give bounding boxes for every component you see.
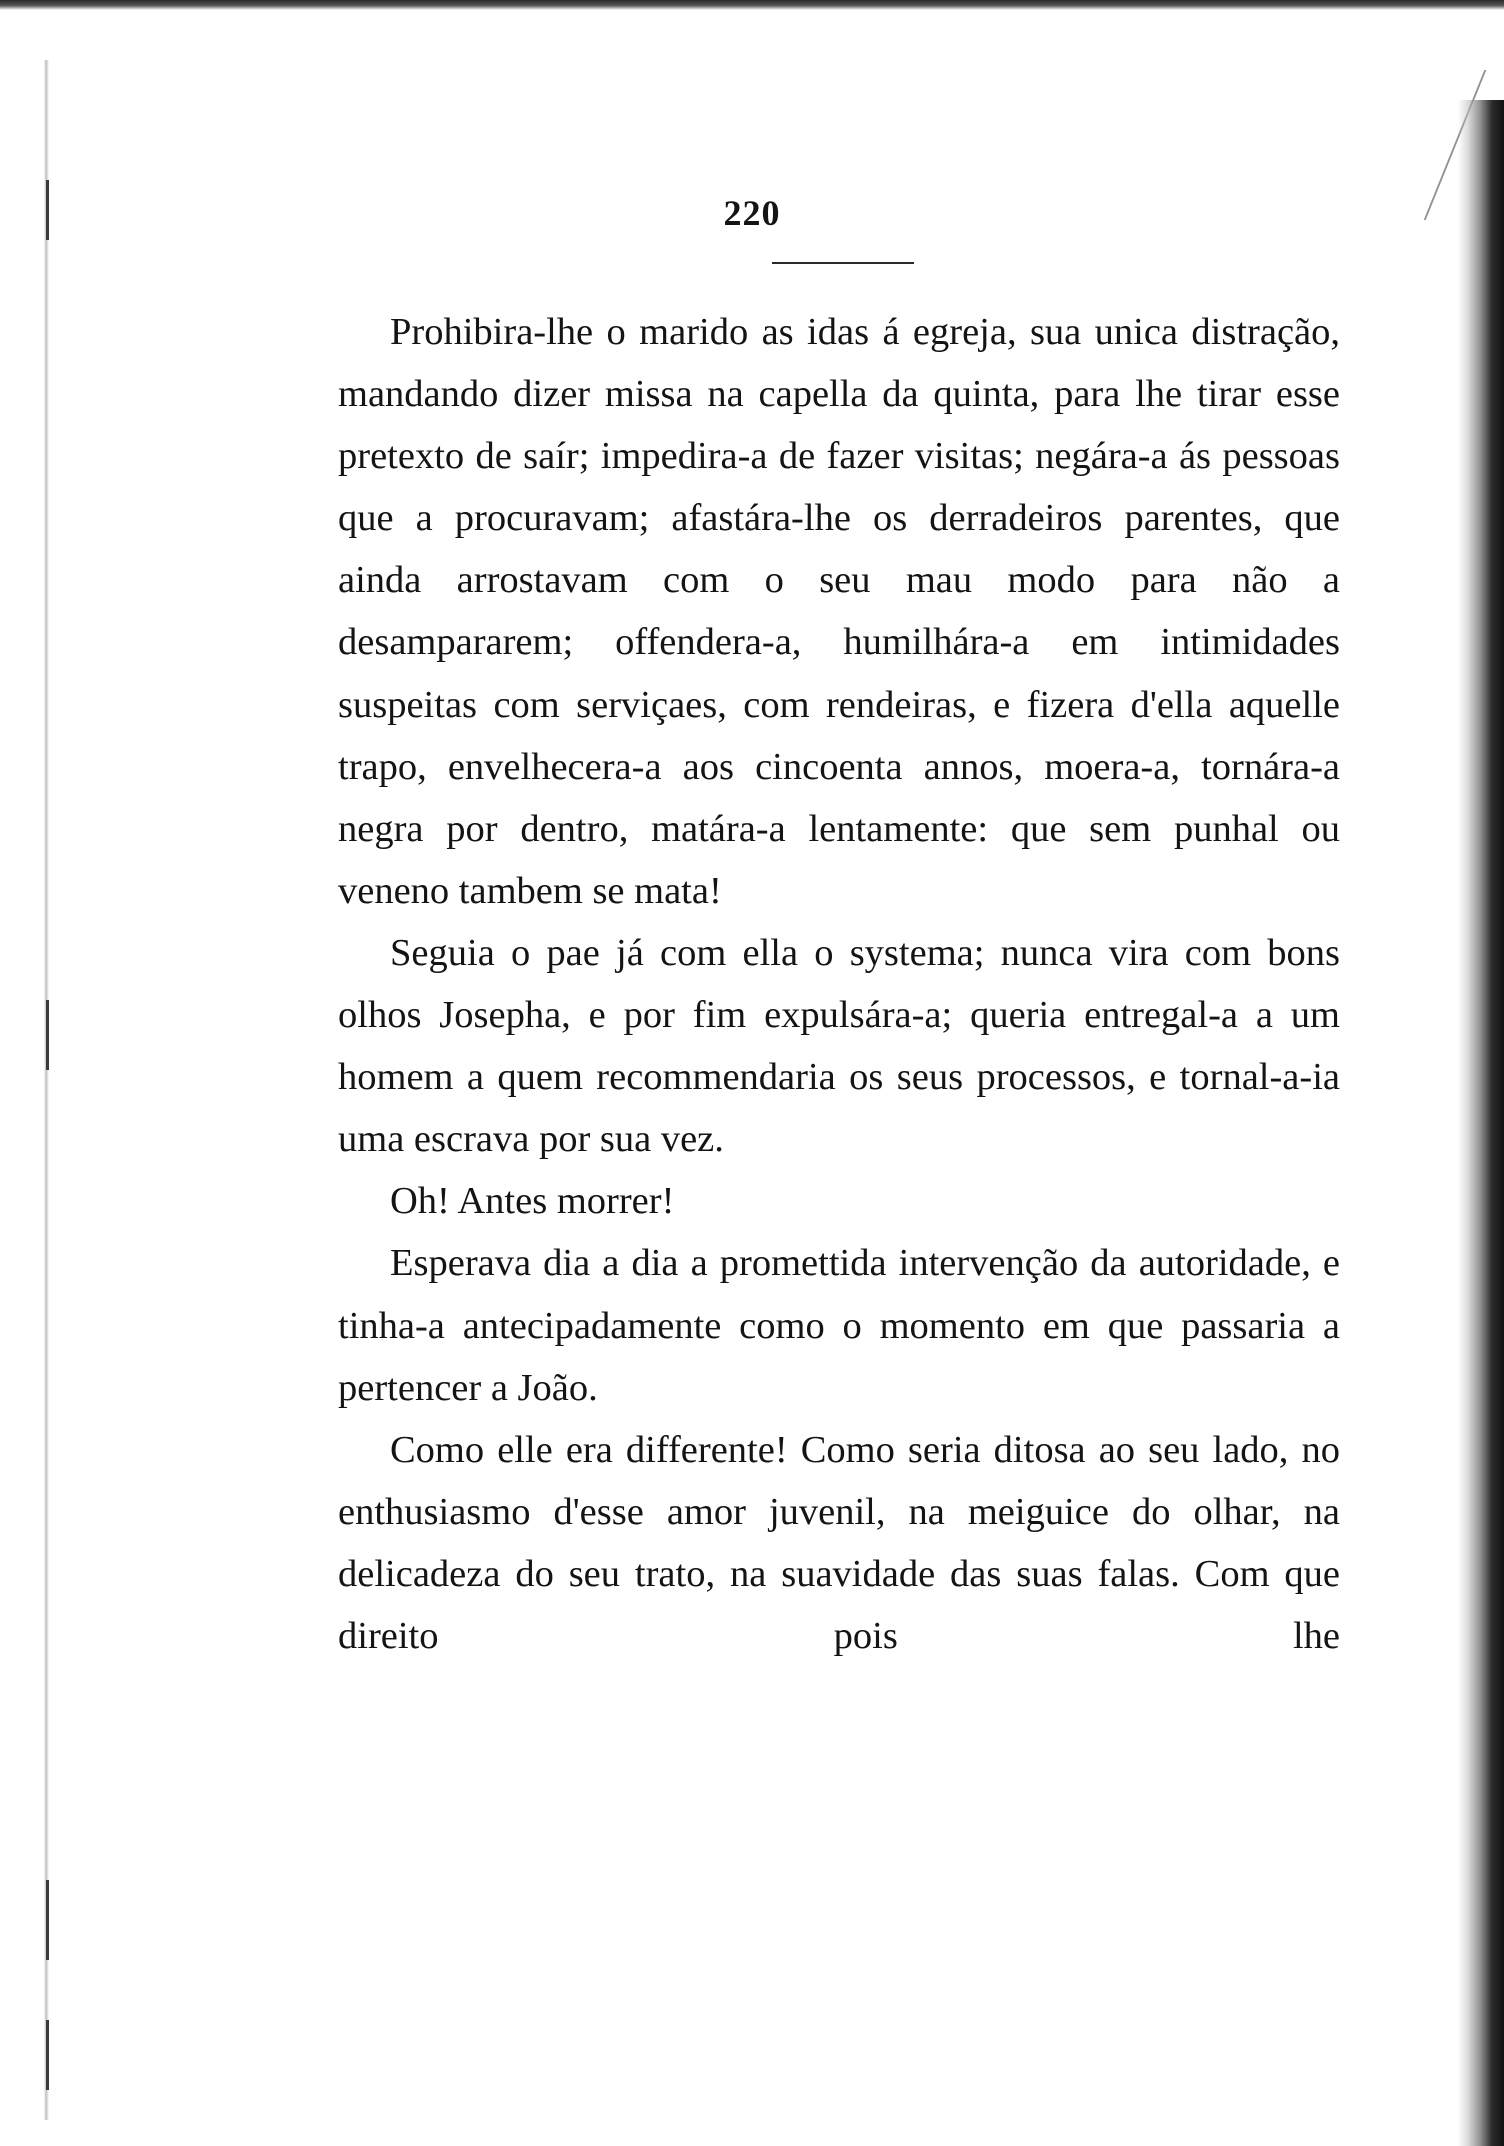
scan-left-edge	[4, 60, 64, 2120]
paragraph: Oh! Antes morrer!	[390, 1180, 675, 1223]
paragraph: Como elle era differente! Como seria ditosa ao seu lado, no enthusiasmo d'esse amor juvenil, na meiguice do olhar, na delicadeza do seu trato, na suavidade das suas falas. Com que direito pois lhe	[338, 1428, 1340, 1657]
paragraph: Prohibira-lhe o marido as idas á egreja, sua unica distração, mandando dizer missa na capella da quinta, para lhe tirar esse pretexto de saír; impedira-a de fazer visitas; negára-a ás pessoas que a procuravam; afastára-lhe os derradeiros parentes, que ainda arrostavam com o seu mau modo para não a desampararem; offendera-a, humilhára-a em intimidades suspeitas com serviçaes, com rendeiras, e fizera d'ella aquelle trapo, envelhecera-a aos cincoenta annos, moera-a, tornára-a negra por dentro, matára-a lentamente: que sem punhal ou veneno tambem se mata!	[338, 311, 1340, 912]
body-text	[338, 301, 1340, 1667]
paragraph: Seguia o pae já com ella o systema; nunca vira com bons olhos Josepha, e por fim expulsára-a; queria entregal-a a um homem a quem recommendaria os seus processos, e tornal-a-ia uma escrava por sua vez.	[338, 931, 1340, 1161]
header-rule	[772, 262, 914, 264]
page-number: 220	[723, 193, 781, 233]
scan-top-edge	[0, 0, 1504, 10]
scan-left-mark	[46, 1880, 49, 1960]
scan-right-edge	[1458, 100, 1504, 2146]
scan-left-mark	[46, 2020, 49, 2090]
scan-left-mark	[46, 1000, 49, 1070]
paragraph: Esperava dia a dia a promettida intervenção da autoridade, e tinha-a antecipadamente como o momento em que passaria a pertencer a João.	[338, 1242, 1340, 1409]
